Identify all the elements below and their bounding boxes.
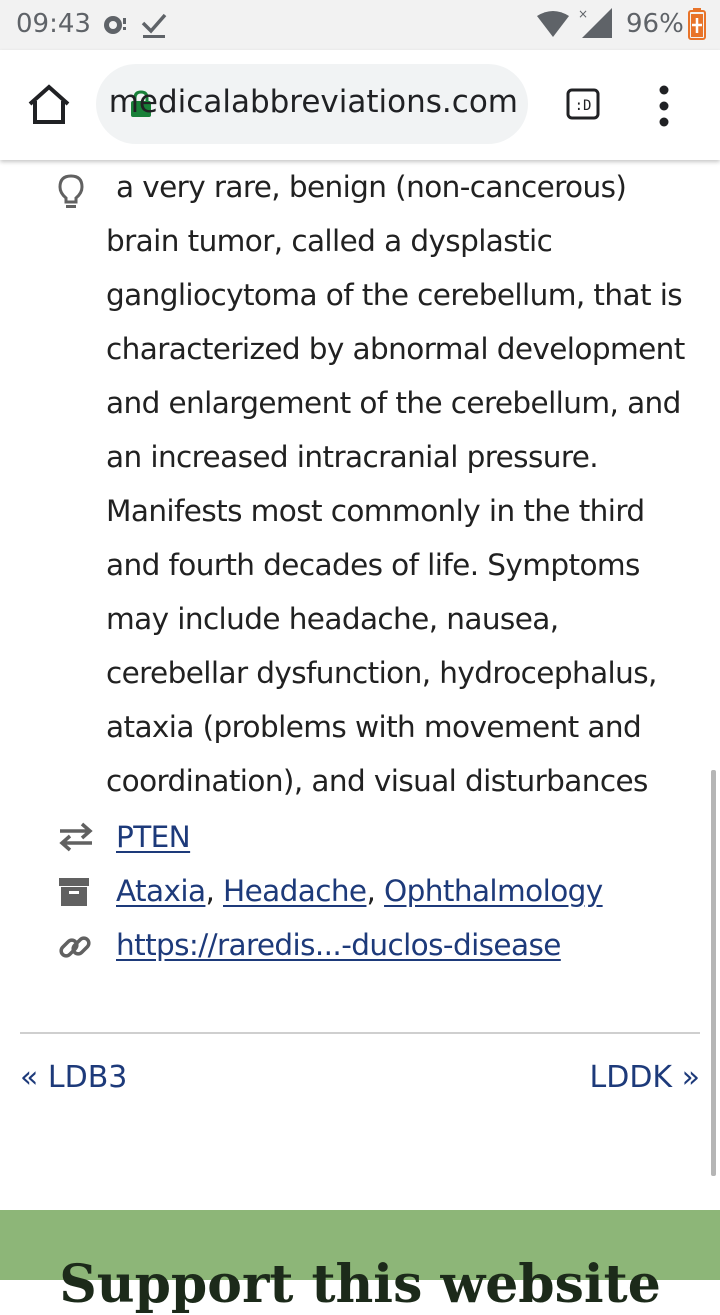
signal-icon	[576, 6, 614, 44]
archive-icon	[58, 876, 90, 912]
related-row	[0, 810, 720, 864]
separator: ,	[205, 874, 223, 908]
svg-text:×: ×	[578, 7, 589, 21]
tab-switcher-icon	[566, 88, 600, 120]
separator: ,	[366, 874, 385, 908]
category-link[interactable]: Headache	[223, 874, 367, 908]
definition-text: a very rare, benign (non-cancerous) brain tumor, called a dysplastic gangliocytoma of the cerebellum, that is characterized by abnormal development and enlargement of the cerebellum, and an increased intracranial pressure. Manifests most commonly in the third and fourth decades of life. Symptoms may include headache, nausea, cerebellar dysfunction, hydrocephalus, ataxia (problems with movement and coordination), and visual disturbances	[106, 170, 685, 798]
main-content	[0, 160, 720, 1210]
home-button[interactable]	[26, 82, 72, 128]
more-vert-icon	[652, 84, 676, 128]
download-done-icon	[140, 10, 168, 44]
categories-row	[0, 864, 720, 918]
browser-toolbar	[0, 50, 720, 160]
tab-switcher-button[interactable]	[566, 88, 600, 120]
battery-icon	[688, 8, 706, 44]
scrollbar[interactable]	[711, 770, 716, 1176]
battery-percent: 96%	[626, 9, 684, 39]
home-icon	[26, 82, 72, 128]
status-bar	[0, 0, 720, 50]
tab-count: :D	[574, 98, 592, 114]
url-text: medicalabbreviations.com	[108, 84, 518, 120]
related-link[interactable]: PTEN	[116, 820, 191, 854]
status-time: 09:43	[16, 9, 91, 39]
address-bar[interactable]	[96, 64, 528, 144]
lightbulb-icon	[58, 174, 84, 214]
next-entry-link[interactable]: LDDK »	[589, 1060, 700, 1095]
footer-title: Support this website	[59, 1254, 661, 1315]
menu-button[interactable]	[652, 84, 676, 128]
source-link[interactable]: https://raredis...-duclos-disease	[116, 928, 561, 962]
swap-icon	[58, 822, 94, 856]
category-link[interactable]: Ophthalmology	[384, 874, 603, 908]
category-link[interactable]: Ataxia	[116, 874, 206, 908]
divider	[20, 1032, 700, 1034]
categories-list	[116, 864, 603, 918]
source-row	[0, 918, 720, 972]
notification-icon	[100, 10, 130, 44]
prev-entry-link[interactable]: « LDB3	[20, 1060, 128, 1095]
link-icon	[58, 930, 92, 968]
wifi-icon	[536, 10, 570, 44]
support-footer	[0, 1210, 720, 1315]
